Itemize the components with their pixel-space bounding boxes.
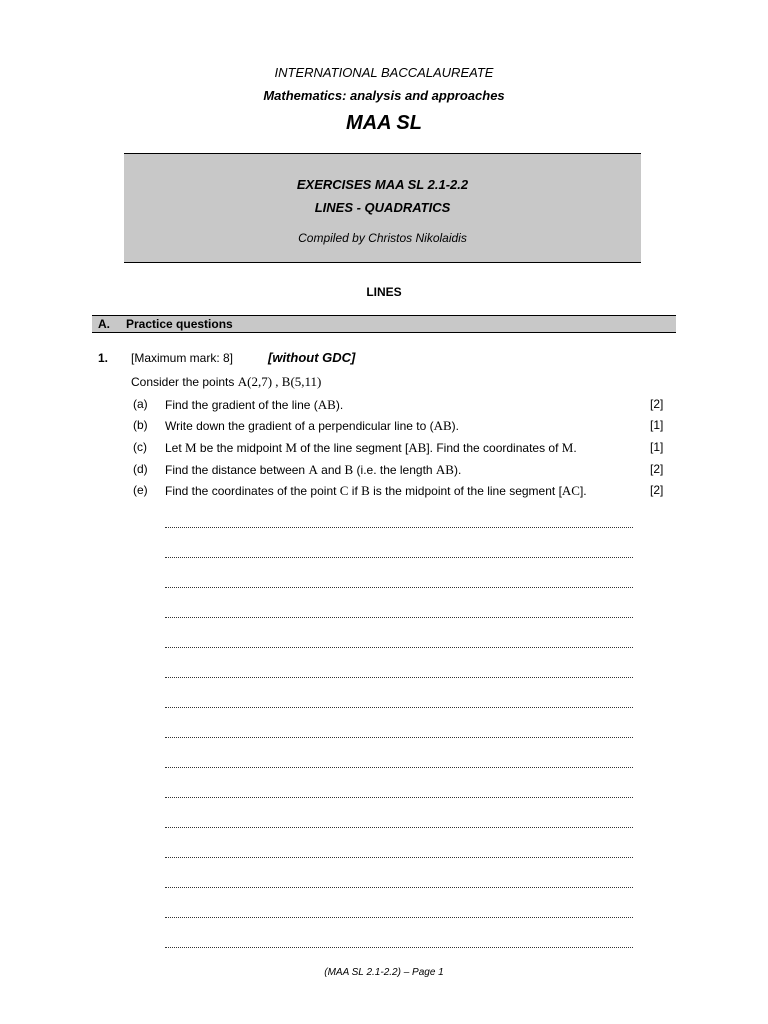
- part-text: [165, 462, 461, 478]
- points-math: A(2,7) , B(5,11): [237, 374, 322, 389]
- answer-line[interactable]: [165, 888, 633, 918]
- subject-heading: Mathematics: analysis and approaches: [263, 88, 505, 103]
- part-text: [165, 440, 577, 456]
- part-text: [165, 418, 459, 434]
- part-text-segment: ).: [451, 419, 460, 433]
- page-footer: (MAA SL 2.1-2.2) – Page 1: [324, 967, 444, 978]
- part-text: [165, 483, 587, 499]
- question-part: [0, 397, 768, 415]
- compiled-by: Compiled by Christos Nikolaidis: [298, 231, 467, 245]
- answer-line[interactable]: [165, 738, 633, 768]
- course-title: MAA SL: [346, 112, 422, 134]
- subsection-letter: A.: [98, 317, 110, 331]
- part-label: (e): [133, 483, 148, 497]
- answer-line[interactable]: [165, 708, 633, 738]
- part-text-segment: ]. Find the coordinates of: [426, 441, 562, 455]
- part-text-segment: Write down the gradient of a perpendicular line to (: [165, 419, 434, 433]
- title-box: [124, 153, 641, 263]
- part-label: (b): [133, 418, 148, 432]
- question-number: 1.: [98, 351, 109, 365]
- question-intro: [131, 374, 321, 390]
- question-part: [0, 462, 768, 480]
- part-label: (c): [133, 440, 147, 454]
- part-math: AB: [433, 418, 452, 433]
- part-math: A: [308, 462, 318, 477]
- part-math: AB: [435, 462, 454, 477]
- part-text-segment: .: [573, 441, 577, 455]
- subsection-label: Practice questions: [126, 317, 233, 331]
- part-text-segment: Find the gradient of the line (: [165, 398, 318, 412]
- part-text-segment: if: [348, 484, 362, 498]
- max-mark: [Maximum mark: 8]: [131, 351, 234, 365]
- answer-line[interactable]: [165, 648, 633, 678]
- question-part: [0, 440, 768, 458]
- part-math: M: [185, 440, 197, 455]
- part-math: AB: [408, 440, 427, 455]
- part-text-segment: Find the coordinates of the point: [165, 484, 340, 498]
- part-text-segment: of the line segment [: [296, 441, 409, 455]
- part-mark: [2]: [650, 397, 664, 411]
- answer-line[interactable]: [165, 618, 633, 648]
- part-text-segment: (i.e. the length: [353, 463, 436, 477]
- answer-line[interactable]: [165, 768, 633, 798]
- part-text-segment: and: [317, 463, 345, 477]
- part-math: B: [361, 483, 370, 498]
- part-mark: [2]: [650, 483, 664, 497]
- part-label: (d): [133, 462, 148, 476]
- part-mark: [2]: [650, 462, 664, 476]
- part-text-segment: be the midpoint: [196, 441, 286, 455]
- part-text-segment: ].: [579, 484, 587, 498]
- subsection-bar: [92, 315, 676, 333]
- part-text-segment: is the midpoint of the line segment [: [369, 484, 562, 498]
- answer-line[interactable]: [165, 828, 633, 858]
- part-math: AC: [561, 483, 580, 498]
- part-label: (a): [133, 397, 148, 411]
- question-part: [0, 483, 768, 501]
- part-text-segment: ).: [453, 463, 462, 477]
- part-text-segment: Find the distance between: [165, 463, 309, 477]
- intro-text: Consider the points: [131, 375, 238, 389]
- part-math: M: [285, 440, 297, 455]
- part-math: AB: [317, 397, 336, 412]
- part-text: [165, 397, 343, 413]
- part-mark: [1]: [650, 418, 664, 432]
- part-math: C: [339, 483, 349, 498]
- part-mark: [1]: [650, 440, 664, 454]
- question-part: [0, 418, 768, 436]
- section-title: LINES: [366, 285, 402, 299]
- gdc-note: [without GDC]: [268, 350, 356, 365]
- part-text-segment: Let: [165, 441, 186, 455]
- answer-line[interactable]: [165, 558, 633, 588]
- answer-line[interactable]: [165, 858, 633, 888]
- answer-line[interactable]: [165, 918, 633, 948]
- answer-line[interactable]: [165, 588, 633, 618]
- exercise-title: EXERCISES MAA SL 2.1-2.2: [296, 177, 469, 192]
- answer-line[interactable]: [165, 528, 633, 558]
- institution-heading: INTERNATIONAL BACCALAUREATE: [274, 65, 494, 80]
- answer-line[interactable]: [165, 798, 633, 828]
- part-text-segment: ).: [335, 398, 344, 412]
- answer-line[interactable]: [165, 678, 633, 708]
- answer-lines: [165, 527, 633, 948]
- topic-title: LINES - QUADRATICS: [314, 200, 451, 215]
- part-math: M: [561, 440, 574, 455]
- part-math: B: [344, 462, 354, 477]
